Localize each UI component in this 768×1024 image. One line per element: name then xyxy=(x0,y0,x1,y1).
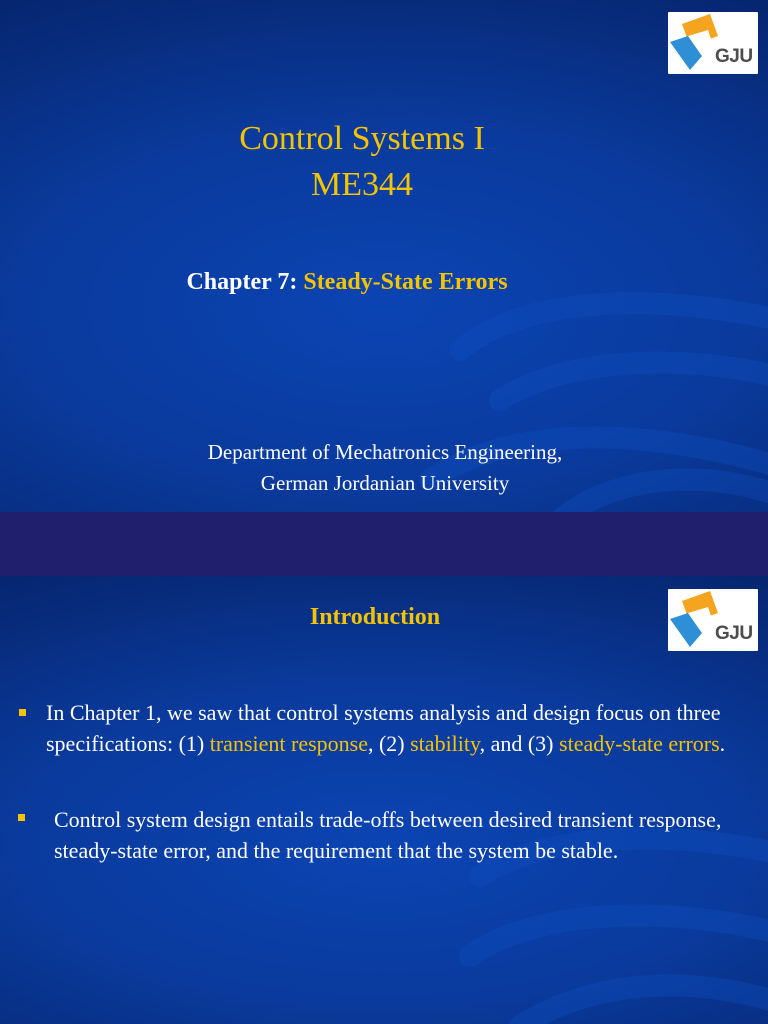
background-swirl-icon xyxy=(0,576,768,1024)
chapter-title xyxy=(0,269,694,296)
bullet-square-icon xyxy=(19,709,26,716)
bullet-item-2 xyxy=(54,804,734,866)
department-line2: German Jordanian University xyxy=(260,471,510,495)
highlight-stability: stability xyxy=(410,731,480,756)
course-title-line1: Control Systems I xyxy=(239,120,485,157)
logo-text: GJU xyxy=(715,46,753,67)
introduction-slide xyxy=(0,576,768,1024)
logo-text: GJU xyxy=(715,623,753,644)
course-title xyxy=(0,118,724,206)
department xyxy=(0,437,768,499)
department-line1: Department of Mechatronics Engineering, xyxy=(207,440,563,464)
chapter-topic: Steady-State Errors xyxy=(303,269,508,295)
course-code: ME344 xyxy=(311,166,413,203)
chapter-prefix: Chapter 7: xyxy=(186,269,304,295)
bullet-square-icon xyxy=(18,814,25,821)
bullet-2-text: Control system design entails trade-offs between desired transient response, steady-state error, and the requirement that the system be stable. xyxy=(54,807,722,863)
gju-logo xyxy=(668,12,758,74)
highlight-steady-state-errors: steady-state errors xyxy=(559,731,720,756)
bullet-item-1: In Chapter 1, we saw that control systems analysis and design focus on three specifications: (1) transient response, (2) stability, and (3) steady-state errors. xyxy=(46,697,736,759)
highlight-transient-response: transient response xyxy=(209,731,368,756)
slide-separator xyxy=(0,512,768,576)
slide-title: Introduction xyxy=(309,604,441,630)
